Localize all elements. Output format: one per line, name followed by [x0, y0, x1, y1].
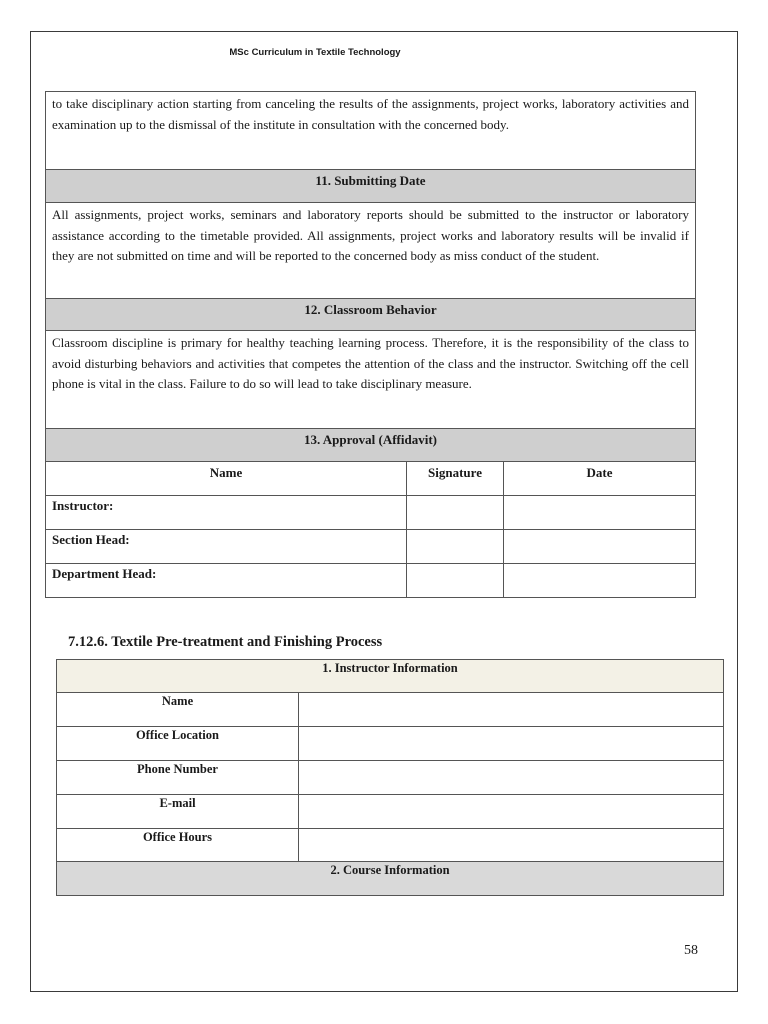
- instructor-info-table: [56, 659, 724, 896]
- field-label-phone-number: Phone Number: [57, 761, 299, 795]
- submitting-date-paragraph: All assignments, project works, seminars and laboratory reports should be submitted to the instructor or laboratory assistance according to the timetable provided. All assignments, project works and laboratory results will be invalid if they are not submitted on time and will be reported to the concerned body as miss conduct of the student.: [46, 203, 696, 299]
- approval-row-instructor: Instructor:: [46, 496, 407, 530]
- approval-heading: 13. Approval (Affidavit): [46, 429, 696, 462]
- instructor-info-heading: 1. Instructor Information: [57, 660, 724, 693]
- submitting-date-heading: 11. Submitting Date: [46, 170, 696, 203]
- approval-row-department-head: Department Head:: [46, 564, 407, 598]
- policy-table: [45, 91, 696, 598]
- signature-cell: [407, 564, 504, 598]
- signature-cell: [407, 496, 504, 530]
- date-cell: [504, 564, 696, 598]
- field-value-name: [299, 693, 724, 727]
- field-label-name: Name: [57, 693, 299, 727]
- field-label-email: E-mail: [57, 795, 299, 829]
- field-value-office-location: [299, 727, 724, 761]
- page-number: 58: [684, 943, 698, 958]
- date-cell: [504, 530, 696, 564]
- approval-column-signature: Signature: [407, 462, 504, 496]
- section-title: 7.12.6. Textile Pre-treatment and Finishing Process: [68, 634, 383, 650]
- approval-column-name: Name: [46, 462, 407, 496]
- field-value-email: [299, 795, 724, 829]
- approval-row-section-head: Section Head:: [46, 530, 407, 564]
- field-value-office-hours: [299, 829, 724, 862]
- field-label-office-hours: Office Hours: [57, 829, 299, 862]
- classroom-behavior-heading: 12. Classroom Behavior: [46, 299, 696, 331]
- field-label-office-location: Office Location: [57, 727, 299, 761]
- page-header: MSc Curriculum in Textile Technology: [229, 47, 401, 58]
- course-info-heading: 2. Course Information: [57, 862, 724, 896]
- approval-column-date: Date: [504, 462, 696, 496]
- field-value-phone-number: [299, 761, 724, 795]
- signature-cell: [407, 530, 504, 564]
- disciplinary-paragraph: to take disciplinary action starting from canceling the results of the assignments, project works, laboratory activities and examination up to the dismissal of the institute in consultation with the concerned body.: [46, 92, 696, 170]
- date-cell: [504, 496, 696, 530]
- classroom-behavior-paragraph: Classroom discipline is primary for healthy teaching learning process. Therefore, it is the responsibility of the class to avoid disturbing behaviors and activities that competes the attention of the class and the instructor. Switching off the cell phone is vital in the class. Failure to do so will lead to take disciplinary measure.: [46, 331, 696, 429]
